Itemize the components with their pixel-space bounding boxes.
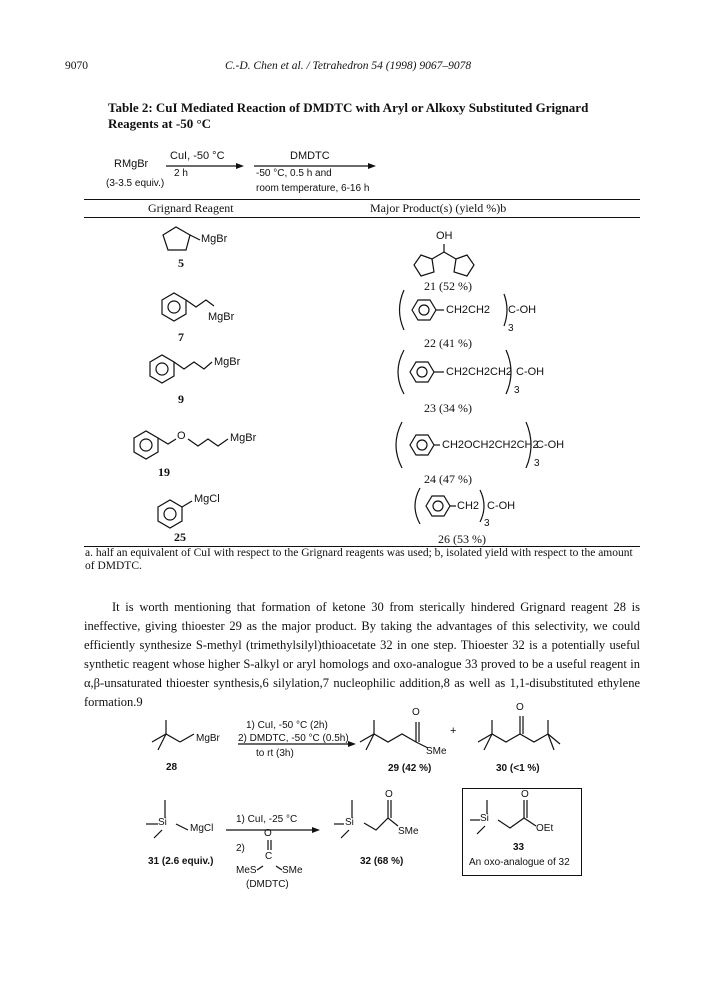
col-header-product: Major Product(s) (yield %)b	[370, 201, 507, 215]
box-caption: An oxo-analogue of 32	[469, 857, 570, 868]
row4-reagent-oxygen: O	[177, 430, 186, 442]
row4-reagent-number: 19	[158, 465, 170, 479]
row1-product-oh: OH	[436, 230, 453, 242]
table-title-line2: Reagents at -50 °C	[108, 116, 212, 131]
row4-product-label: 24 (47 %)	[424, 472, 472, 486]
scheme2-condition-1: 1) CuI, -50 °C (2h)	[246, 720, 328, 731]
scheme2-product1-label: 29 (42 %)	[388, 763, 432, 774]
dmdtc-right-group: SMe	[282, 865, 303, 876]
row4-reagent-label: MgBr	[230, 432, 257, 444]
row3-reagent-label: MgBr	[214, 356, 241, 368]
row4-product-subscript: 3	[534, 458, 540, 469]
scheme2-reagent-number: 28	[166, 762, 178, 773]
scheme-step1-bottom: 2 h	[174, 168, 188, 179]
row5-product-tail: C-OH	[487, 500, 516, 512]
row3-product-subscript: 3	[514, 385, 520, 396]
row2-reagent-number: 7	[178, 330, 184, 344]
scheme-equiv: (3-3.5 equiv.)	[106, 178, 165, 189]
scheme3-reagent-label: MgCl	[190, 823, 214, 834]
row2-product-label: 22 (41 %)	[424, 336, 472, 350]
scheme3-condition-1: 1) CuI, -25 °C	[236, 814, 298, 825]
row4-product-tail: C-OH	[536, 439, 565, 451]
row3-product-label: 23 (34 %)	[424, 401, 472, 415]
box-si: Si	[480, 813, 489, 824]
scheme-step2-bottom1: -50 °C, 0.5 h and	[256, 168, 332, 179]
scheme-step2-top: DMDTC	[290, 150, 330, 162]
row2-reagent-label: MgBr	[208, 311, 235, 323]
dmdtc-oxygen: O	[264, 828, 272, 839]
box-group: OEt	[536, 823, 554, 834]
box-oxygen: O	[521, 789, 529, 800]
scheme3-product-group: SMe	[398, 826, 419, 837]
row5-reagent-label: MgCl	[194, 493, 220, 505]
row3-product-chain: CH2CH2CH2	[446, 366, 513, 378]
scheme-step2-bottom2: room temperature, 6-16 h	[256, 183, 370, 194]
row1-product-label: 21 (52 %)	[424, 279, 472, 293]
row2-product-chain: CH2CH2	[446, 304, 491, 316]
scheme2-product1-oxygen: O	[412, 707, 420, 718]
row2-product-subscript: 3	[508, 323, 514, 334]
scheme2-plus: +	[450, 725, 457, 737]
body-paragraph-text: It is worth mentioning that formation of ketone 30 from sterically hindered Grignard reagent 28 is ineffective, giving thioester 29 as the major product. By taking the advantages of this selectivity, we could efficiently synthesize S-methyl (trimethylsilyl)thioacetate 32 in one step. Thioester 32 is a potentially useful synthetic reagent whose higher S-alkyl or aryl homologs and oxo-analogue 33 proved to be a useful reagent in α,β-unsaturated thioester synthesis,6 silylation,7 nucleophilic addition,8 as well as 1,1-disubstituted ethylene formation.9	[84, 600, 640, 709]
page-number: 9070	[65, 60, 88, 72]
scheme2-product2-label: 30 (<1 %)	[496, 763, 540, 774]
row2-product-tail: C-OH	[508, 304, 537, 316]
scheme3-product-si: Si	[345, 817, 354, 828]
scheme3-product-label: 32 (68 %)	[360, 856, 404, 867]
col-header-reagent: Grignard Reagent	[148, 201, 234, 215]
row1-reagent-label: MgBr	[201, 233, 228, 245]
scheme2-product1-group: SMe	[426, 746, 447, 757]
row5-product-label: 26 (53 %)	[438, 532, 486, 546]
table-footnote: a. half an equivalent of CuI with respect to the Grignard reagents was used; b, isolated yield with respect to the amount of DMDTC.	[85, 547, 633, 572]
scheme-reactant: RMgBr	[114, 158, 149, 170]
row1-reagent-number: 5	[178, 256, 184, 270]
scheme3-reagent-number: 31 (2.6 equiv.)	[148, 856, 214, 867]
row3-product-tail: C-OH	[516, 366, 545, 378]
row3-reagent-number: 9	[178, 392, 184, 406]
row5-reagent-number: 25	[174, 530, 186, 544]
scheme3-product-oxygen: O	[385, 789, 393, 800]
scheme3-reagent-si: Si	[158, 817, 167, 828]
row5-product-subscript: 3	[484, 518, 490, 529]
row4-product-chain: CH2OCH2CH2CH2	[442, 439, 539, 451]
dmdtc-carbon: C	[265, 851, 273, 862]
box-number: 33	[513, 842, 525, 853]
table-title-line1: Table 2: CuI Mediated Reaction of DMDTC with Aryl or Alkoxy Substituted Grignard	[108, 100, 589, 115]
dmdtc-name: (DMDTC)	[246, 879, 289, 890]
running-citation: C.-D. Chen et al. / Tetrahedron 54 (1998) 9067–9078	[225, 60, 472, 72]
scheme-step1-top: CuI, -50 °C	[170, 150, 225, 162]
dmdtc-left-group: MeS	[236, 865, 257, 876]
scheme3-condition-2: 2)	[236, 843, 245, 854]
row5-product-chain: CH2	[457, 500, 480, 512]
scheme2-reagent-label: MgBr	[196, 733, 220, 744]
scheme2-condition-2: 2) DMDTC, -50 °C (0.5h)	[238, 733, 349, 744]
scheme2-condition-3: to rt (3h)	[256, 748, 294, 759]
scheme2-product2-oxygen: O	[516, 702, 524, 713]
